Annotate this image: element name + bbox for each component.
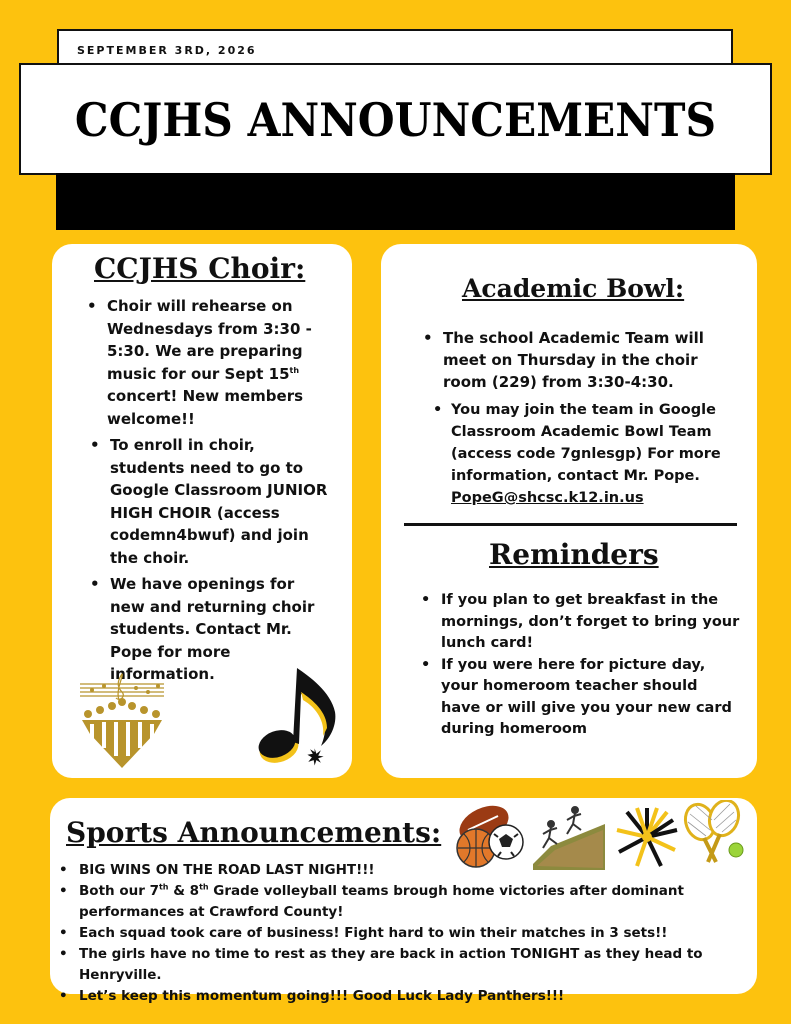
page-title: CCJHS ANNOUNCEMENTS bbox=[74, 93, 717, 147]
list-item: • If you plan to get breakfast in the mornings, don’t forget to bring your lunch card! bbox=[441, 590, 741, 655]
sports-item-text: & 8 bbox=[168, 883, 200, 899]
music-note-icon bbox=[257, 662, 349, 774]
list-item: • The girls have no time to rest as they are back in action TONIGHT as they head to Henryville. bbox=[79, 944, 749, 986]
academic-bowl-list bbox=[443, 327, 743, 393]
superscript: th bbox=[199, 882, 209, 892]
list-item bbox=[110, 434, 332, 569]
choir-item-text: To enroll in choir, students need to go to Google Classroom JUNIOR HIGH CHOIR (access codemn4bwuf) and join the choir. bbox=[110, 436, 328, 567]
choir-card bbox=[52, 244, 352, 778]
reminders-list bbox=[441, 590, 741, 741]
sports-card bbox=[50, 798, 757, 1004]
academic-bowl-sublist bbox=[451, 399, 731, 509]
pompom-icon bbox=[615, 806, 679, 868]
list-item: • BIG WINS ON THE ROAD LAST NIGHT!!! bbox=[79, 860, 749, 881]
choir-item-text: concert! New members welcome!! bbox=[107, 387, 304, 428]
choir-item-text: Choir will rehearse on Wednesdays from 3:30 - 5:30. We are preparing music for our Sept 15 bbox=[107, 297, 312, 383]
academic-bowl-heading: Academic Bowl: bbox=[462, 274, 685, 303]
list-item bbox=[79, 881, 749, 923]
choir-list bbox=[107, 295, 332, 690]
list-item bbox=[107, 295, 332, 430]
list-item bbox=[451, 399, 731, 509]
section-divider bbox=[404, 523, 737, 526]
choir-logo-icon bbox=[76, 672, 168, 772]
list-item: • Let’s keep this momentum going!!! Good Luck Lady Panthers!!! bbox=[79, 986, 749, 1007]
list-item: • If you were here for picture day, your homeroom teacher should have or will give you your new card during homeroom bbox=[441, 655, 741, 741]
sports-list bbox=[79, 860, 749, 1007]
sports-item-text: Both our 7 bbox=[79, 883, 159, 899]
reminders-heading: Reminders bbox=[489, 538, 659, 571]
choir-heading: CCJHS Choir: bbox=[94, 252, 306, 285]
date-text: SEPTEMBER 3RD, 2026 bbox=[77, 44, 257, 57]
black-banner bbox=[56, 173, 735, 230]
title-box bbox=[19, 63, 772, 175]
list-item: • The school Academic Team will meet on Thursday in the choir room (229) from 3:30-4:30. bbox=[443, 327, 743, 393]
academic-bowl-item-text: You may join the team in Google Classroom Academic Bowl Team (access code 7gnlesgp) For more information, contact Mr. Pope. bbox=[451, 402, 721, 484]
email-link[interactable]: PopeG@shcsc.k12.in.us bbox=[451, 490, 644, 506]
superscript: th bbox=[158, 882, 169, 892]
superscript: th bbox=[289, 365, 300, 375]
academic-reminders-card bbox=[381, 244, 757, 778]
list-item: • Each squad took care of business! Fight hard to win their matches in 3 sets!! bbox=[79, 923, 749, 944]
choir-item-text: We have openings for new and returning choir students. Contact Mr. Pope for more information. bbox=[110, 575, 315, 683]
sports-item-text: Grade volleyball teams brough home victories after dominant performances at Crawford County! bbox=[79, 883, 684, 920]
sports-heading: Sports Announcements: bbox=[66, 816, 442, 849]
